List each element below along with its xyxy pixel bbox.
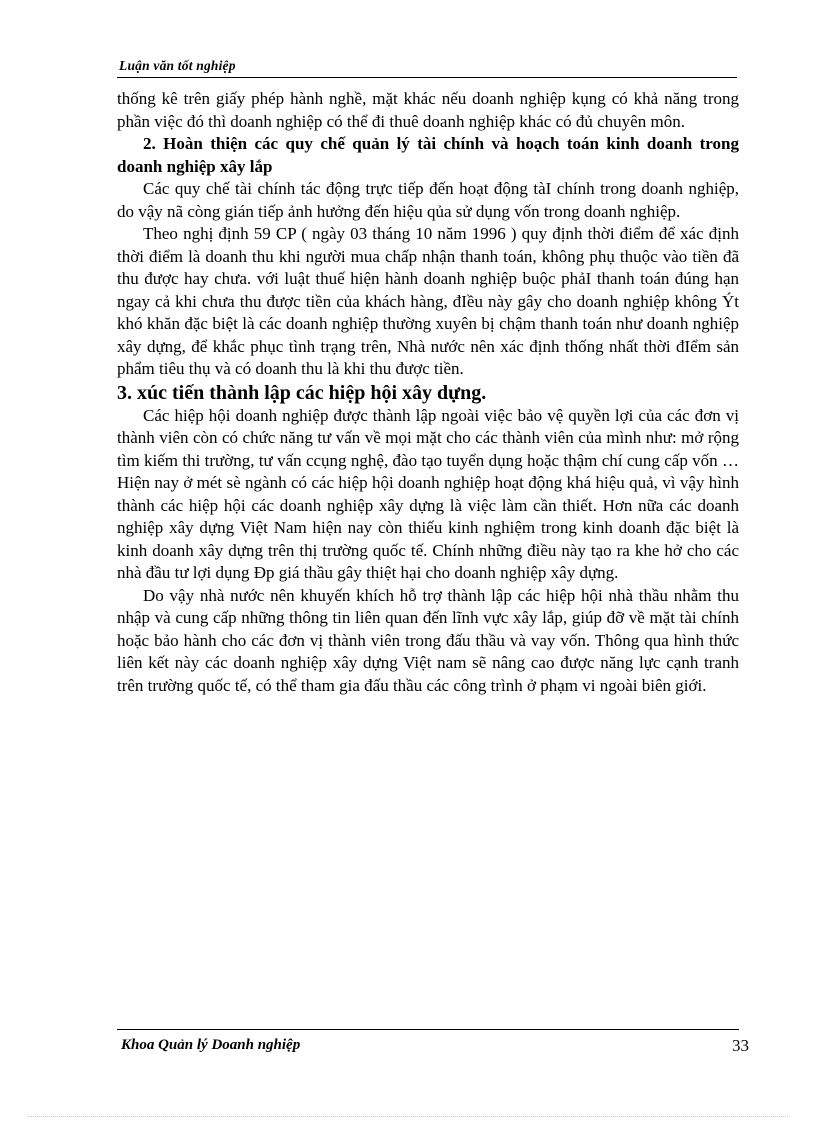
section-heading-3: 3. xúc tiến thành lập các hiệp hội xây dựng. [117, 381, 487, 404]
paragraph-associations: Các hiệp hội doanh nghiệp được thành lập ngoài việc bảo vệ quyền lợi của các đơn vị thành viên còn có chức năng tư vấn về mọi mặt cho các thành viên của mình như: mở rộng tìm kiếm thi trường, tư vấn ccụng nghệ, đào tạo tuyển dụng hoặc thậm chí cung cấp vốn …Hiện nay ở mét sè ngành có các hiệp hội doanh nghiệp hoạt động khá hiệu quả, vì vậy hình thành các hiệp hội các doanh nghiệp xây dựng là việc làm cần thiết. Hơn nữa các doanh nghiệp xây dựng Việt Nam hiện nay còn thiếu kinh nghiệm trong kinh doanh đặc biệt là kinh doanh xây dựng trên thị trường quốc tế. Chính những điều này tạo ra khe hở cho các nhà đầu tư lợi dụng Đp giá thầu gây thiệt hại cho doanh nghiệp xây dựng. [117, 405, 739, 582]
paragraph-financial-rules: Các quy chế tài chính tác động trực tiếp đến hoạt động tàI chính trong doanh nghiệp, do vậy nã còng gián tiếp ảnh hưởng đến hiệu qủa sử dụng vốn trong doanh nghiệp. [117, 179, 739, 221]
paragraph-state-support: Do vậy nhà nước nên khuyến khích hỗ trợ thành lập các hiệp hội nhà thầu nhằm thu nhập và cung cấp những thông tin liên quan đến lĩnh vực xây lắp, giúp đỡ về mặt tài chính hoặc bảo hành cho các đơn vị thành viên trong đấu thầu và vay vốn. Thông qua hình thức liên kết này các doanh nghiệp xây dựng Việt nam sẽ nâng cao được năng lực cạnh tranh trên trường quốc tế, có thể tham gia đấu thầu các công trình ở phạm vi ngoài biên giới. [117, 585, 739, 695]
page-footer [117, 1029, 749, 1055]
header-title: Luận văn tốt nghiệp [119, 58, 236, 73]
page-number: 33 [732, 1036, 749, 1055]
page-header [117, 55, 737, 78]
document-body [117, 88, 739, 697]
section-heading-2: 2. Hoàn thiện các quy chế quản lý tài chính và hoạch toán kinh doanh trong doanh nghiệp xây lắp [117, 134, 739, 176]
footer-title: Khoa Quản lý Doanh nghiệp [121, 1037, 301, 1053]
page-bottom-edge [28, 1116, 788, 1117]
paragraph-continuation: thống kê trên giấy phép hành nghề, mặt khác nếu doanh nghiệp kụng có khả năng trong phần việc đó thì doanh nghiệp có thể đi thuê doanh nghiệp khác có đủ chuyên môn. [117, 89, 739, 131]
paragraph-decree-59: Theo nghị định 59 CP ( ngày 03 tháng 10 năm 1996 ) quy định thời điểm để xác định thời điểm là doanh thu khi người mua chấp nhận thanh toán, không phụ thuộc vào tiền đã thu được hay chưa. với luật thuế hiện hành doanh nghiệp buộc phảI thanh toán đúng hạn ngay cả khi chưa thu được tiền của khách hàng, đIều này gây cho doanh nghiệp không Ýt khó khăn đặc biệt là các doanh nghiệp thường xuyên bị chậm thanh toán như doanh nghiệp xây dựng, để khắc phục tình trạng trên, Nhà nước nên xác định thống nhất thời đIểm sản phẩm tiêu thụ và có doanh thu là khi thu được tiền. [117, 224, 739, 378]
